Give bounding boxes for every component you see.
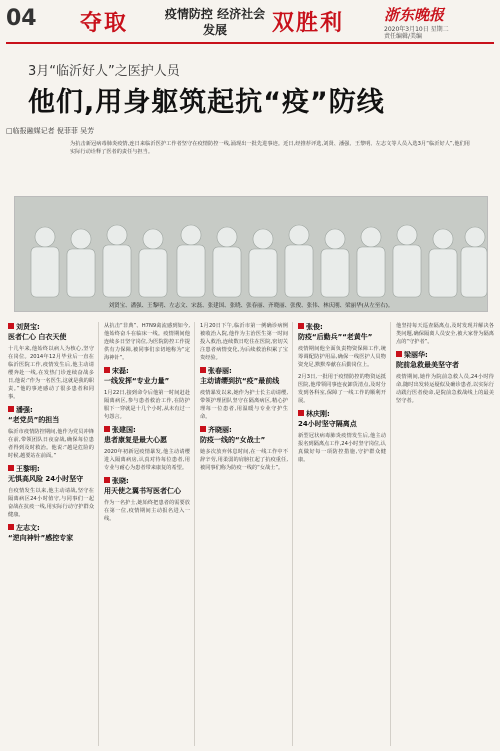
profile-subtitle: 防疫“后勤兵”“老黄牛”: [298, 333, 373, 341]
profile-section: [298, 409, 386, 464]
article-column-5: [396, 322, 494, 746]
profile-text: 他坚持每天巡查隔离点,及时发现并解决各类问题,确保隔离人员安全,被大家誉为隔离点的“守护者”。: [396, 323, 494, 345]
profile-name-text: 林庆刚:: [306, 410, 330, 418]
profile-name: [200, 425, 288, 435]
profile-text: 2020年初新冠疫情暴发,他主动请缨进入隔离病房,认真对待每位患者,用专业与耐心为患者带来康复的希望。: [104, 449, 190, 471]
bullet-icon: [8, 465, 14, 471]
profile-subtitle: “老党员”的担当: [8, 416, 60, 424]
profile-text: 新型冠状病毒肺炎疫情发生后,他主动报名到隔离点工作,24小时坚守岗位,认真做好每一项防控措施,守护群众健康。: [298, 433, 386, 463]
profile-name-text: 张晓:: [112, 477, 129, 485]
article-column-1: [8, 322, 94, 746]
bullet-icon: [8, 323, 14, 329]
profile-section: [298, 373, 386, 405]
column-divider: [194, 322, 195, 746]
profile-name-text: 左志文:: [16, 524, 40, 532]
profile-section: [8, 322, 94, 401]
bullet-icon: [8, 406, 14, 412]
article-column-2: [104, 322, 190, 746]
profile-subtitle: 一线发挥“专业力量”: [104, 377, 170, 385]
profile-section: [298, 322, 386, 369]
bullet-icon: [104, 477, 110, 483]
profile-section: [200, 425, 288, 472]
profile-section: [200, 322, 288, 362]
profile-section: [104, 366, 190, 421]
article-lead: 为抗击新冠病毒肺炎疫情,连日来临沂医护工作者坚守在疫情防控一线,涌现出一批先进事迹。近日,经推荐评选,刘贤、潘强、王黎明、左志文等人员入选3月“临沂好人”,他们用实际行动诠释了医者的责任与担当。: [70, 141, 470, 155]
profile-name: [200, 366, 288, 376]
bullet-icon: [298, 323, 304, 329]
profile-name-text: 齐晓丽:: [208, 426, 232, 434]
profile-section: [396, 322, 494, 346]
column-divider: [98, 322, 99, 746]
profile-text: 疫情暴发以来,她作为护士长主动请缨,带领护理团队坚守在隔离病区,精心护理每一位患者,用温暖与专业守护生命。: [200, 390, 288, 420]
profile-name-text: 刘贤宝:: [16, 323, 40, 331]
profile-subtitle: 24小时坚守隔离点: [298, 420, 357, 428]
profile-subtitle: 患者康复是最大心愿: [104, 436, 167, 444]
profile-text: 她多次放弃休息时间,在一线工作中不辞辛劳,用柔弱的肩膀扛起了抗疫重任,被同事们称为防疫一线的“女战士”。: [200, 449, 288, 471]
profile-name: [8, 464, 94, 474]
bullet-icon: [200, 426, 206, 432]
profile-subtitle: 用天使之翼书写医者仁心: [104, 487, 181, 495]
article-column-4: [298, 322, 386, 746]
profile-text: 从抗击“非典”、H7N9禽流感到如今,他始终奋斗在临床一线。疫情期间他连续多日坚守岗位,为医院防控工作提供有力保障,被同事们亲切地称为“定海神针”。: [104, 323, 190, 361]
profile-section: [8, 523, 94, 543]
section-logo-left: 夺取: [80, 10, 129, 36]
profile-name: [104, 366, 190, 376]
group-photo-illustration: [15, 197, 488, 312]
profile-name-text: 张建国:: [112, 426, 136, 434]
profile-section: [104, 322, 190, 362]
masthead-editor: 责任编辑/美编: [384, 33, 423, 40]
bullet-icon: [298, 410, 304, 416]
profile-subtitle: “逆向神针”感控专家: [8, 534, 74, 542]
group-photo: [14, 196, 488, 312]
column-divider: [390, 322, 391, 746]
page-header: [0, 0, 500, 46]
bullet-icon: [104, 367, 110, 373]
bullet-icon: [396, 351, 402, 357]
bullet-icon: [8, 524, 14, 530]
profile-name: [8, 322, 94, 332]
profile-name-text: 张春丽:: [208, 367, 232, 375]
profile-name: [298, 409, 386, 419]
profile-name: [8, 405, 94, 415]
photo-caption: 刘贤宝、潘强、王黎明、左志文、宋磊、张建国、张晓、张春丽、齐晓丽、张俊、张伟、林庆刚、梁丽华(从左至右)。: [108, 303, 394, 309]
profile-name: [8, 523, 94, 533]
masthead-date: 2020年3月10日 星期二: [384, 26, 449, 33]
profile-text: 自疫情发生以来,他主动请战,坚守在隔离病区24小时值守,与同事们一起奋战在抗疫一线,用实际行动守护群众健康。: [8, 488, 94, 518]
profile-text: 疫情期间,她作为院前急救人员,24小时待命,随时出发转运疑似及确诊患者,以实际行动践行医者使命,是院前急救战线上的最美坚守者。: [396, 374, 494, 404]
profile-subtitle: 医者仁心 白衣天使: [8, 333, 67, 341]
profile-text: 1月22日,接到命令后他第一时间赶赴隔离病区,参与患者救治工作,在防护服下一穿就是十几个小时,从未有过一句怨言。: [104, 390, 190, 420]
profile-name-text: 王黎明:: [16, 465, 40, 473]
profile-name: [298, 322, 386, 332]
column-divider: [292, 322, 293, 746]
profile-text: 十几年来,他始终以病人为核心,坚守在岗位。2014年12月毕业后一直在临沂医院工作,疫情发生后,他主动请缨奔赴一线,在发热门诊连续奋战多日,他说:“作为一名医生,这就是我的职责。”他的事迹感动了很多患者和同事。: [8, 346, 94, 400]
profile-section: [396, 350, 494, 405]
profile-subtitle: 院前急救最美坚守者: [396, 361, 459, 369]
article-kicker: 3月“临沂好人”之医护人员: [28, 64, 180, 79]
article-column-3: [200, 322, 288, 746]
profile-name-text: 梁丽华:: [404, 351, 428, 359]
section-logo-mid: 疫情防控 经济社会发展: [164, 7, 266, 37]
profile-text: 2月3日,一批用于疫情防控的物资运抵医院,他带领同事连夜卸货清点,及时分发到各科室,保障了一线工作的顺利开展。: [298, 374, 386, 404]
article-byline: □临报融媒记者 倪菲菲 吴芳: [6, 127, 95, 135]
profile-section: [104, 425, 190, 472]
profile-text: 作为一名护士,她始终把患者的需要放在第一位,疫情期间主动报名进入一线。: [104, 500, 190, 522]
profile-name: [104, 476, 190, 486]
masthead-title: 浙东晚报: [384, 6, 445, 24]
profile-text: 1月20日下午,临沂市第一例确诊病例被收治入院,他作为主治医生第一时间投入救治,连续数日吃住在医院,密切关注患者病情变化,为后续救治积累了宝贵经验。: [200, 323, 288, 361]
masthead: [384, 4, 496, 38]
page-number: 04: [6, 6, 37, 31]
profile-section: [8, 464, 94, 519]
profile-name-text: 张俊:: [306, 323, 323, 331]
profile-text: 临沂市疫情防控期间,他作为党员冲锋在前,带领团队日夜奋战,确保每位患者得到及时救治。他说:“越是危险的时候,越要站在前面。”: [8, 429, 94, 459]
profile-subtitle: 主动请缨到抗“疫”最前线: [200, 377, 280, 385]
profile-section: [104, 476, 190, 523]
profile-name: [396, 350, 494, 360]
profile-section: [8, 405, 94, 460]
article-headline: 他们,用身躯筑起抗“疫”防线: [28, 87, 385, 118]
bullet-icon: [104, 426, 110, 432]
profile-subtitle: 无惧高风险 24小时坚守: [8, 475, 84, 483]
bullet-icon: [200, 367, 206, 373]
profile-name: [104, 425, 190, 435]
header-rule: [6, 42, 494, 44]
profile-subtitle: 防疫一线的“女战士”: [200, 436, 266, 444]
profile-name-text: 潘强:: [16, 406, 33, 414]
section-logo-right: 双胜利: [272, 10, 345, 36]
profile-text: 疫情期间他全面负责物资保障工作,统筹调配防护用品,确保一线医护人员物资充足,默默奉献在后勤岗位上。: [298, 346, 386, 368]
profile-name-text: 宋磊:: [112, 367, 129, 375]
profile-section: [200, 366, 288, 421]
